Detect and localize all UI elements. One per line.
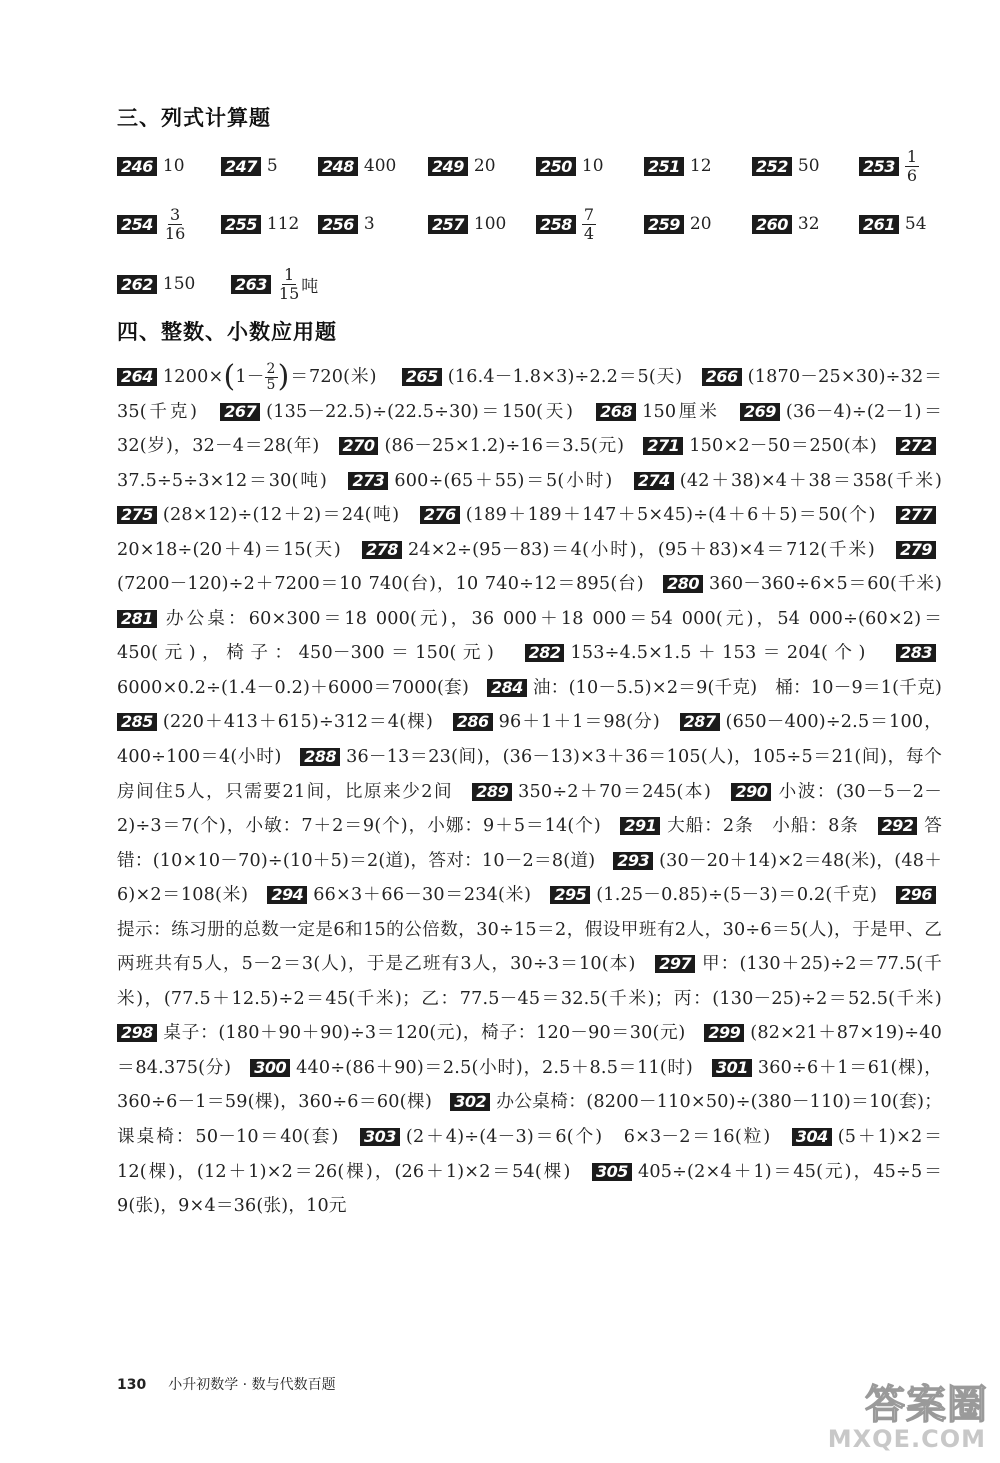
fraction-numerator: 1: [906, 146, 918, 166]
fraction-denominator: 4: [583, 223, 595, 243]
problem-number: 277: [896, 506, 936, 524]
right-paren: ): [277, 359, 290, 394]
answer-text: (5＋1)×2＝12(棵)，(12＋1)×2＝26(棵)，(26＋1)×2＝54(棵): [117, 1127, 943, 1182]
problem-number: 282: [525, 644, 565, 662]
answer-text: (30－20＋14)×2＝48(米)，(48＋6)×2＝108(米): [117, 850, 942, 906]
problem-number: 274: [634, 472, 674, 490]
answer-text: 66×3＋66－30＝234(米): [313, 885, 532, 906]
answer-text: 350÷2＋70＝245(本): [518, 781, 712, 802]
fraction: [277, 266, 301, 303]
problem-number: 275: [117, 506, 157, 524]
answer-text: 360÷6＋1＝61(棵)，360÷6－1＝59(棵)，360÷6＝60(棵): [117, 1057, 942, 1113]
fraction: [582, 206, 596, 243]
fraction: [163, 206, 187, 243]
problem-number: 303: [360, 1128, 400, 1146]
problem-number: 252: [752, 157, 792, 176]
problem-number: 265: [402, 368, 442, 386]
answer-value: 54: [904, 214, 927, 234]
answer-264-part1: 1200×: [162, 367, 224, 387]
answer-value: 10: [162, 156, 185, 176]
problem-number: 294: [267, 886, 307, 904]
answer-value: 20: [689, 214, 712, 234]
answer-text: 小波：(30－5－2－2)÷3＝7(个)，小敏：7＋2＝9(个)，小娜：9＋5＝14(个): [117, 781, 942, 837]
answer-item: [318, 204, 375, 244]
watermark-logo: 答案圈: [865, 1382, 988, 1428]
answer-text: 440÷(86＋90)＝2.5(小时)，2.5＋8.5＝11(时): [296, 1057, 693, 1078]
answer-value: 5: [266, 156, 278, 176]
answer-264-part3: ＝720(米): [289, 367, 377, 387]
answer-text: 150厘米: [642, 401, 720, 422]
answer-text: (7200－120)÷2＋7200＝10 740(台)，10 740÷12＝895(台): [117, 574, 644, 595]
answer-row: [117, 204, 939, 244]
problem-number: 292: [878, 817, 918, 835]
problem-number: 269: [740, 403, 780, 421]
problem-number: 300: [250, 1059, 290, 1077]
answer-item: [536, 146, 604, 186]
answer-item: [644, 204, 712, 244]
problem-number: 278: [362, 541, 402, 559]
answer-text: 150×2－50＝250(本): [689, 436, 877, 457]
problem-number: 264: [117, 368, 157, 386]
word-problem-answer: [248, 885, 531, 905]
word-problem-answer: [341, 540, 875, 560]
problem-number: 286: [453, 713, 493, 731]
answer-item: [644, 146, 712, 186]
problem-number: 296: [896, 886, 936, 904]
problem-number: 253: [859, 157, 899, 176]
page-number: 130: [117, 1377, 147, 1393]
answer-text: 360－360÷6×5＝60(千米): [709, 574, 943, 595]
answer-item: [117, 204, 187, 244]
fraction-numerator: 7: [583, 204, 595, 224]
word-problem-answer: [469, 678, 942, 698]
answer-text: 办公桌：60×300＝18 000(元)，36 000＋18 000＝54 000(元)，54 000÷(60×2)＝450(元)，椅子：450－300＝150(元): [117, 608, 942, 664]
answer-text: 600÷(65＋55)＝5(小时): [394, 470, 613, 491]
problem-number: 254: [117, 215, 157, 234]
problem-number: 247: [221, 157, 261, 176]
answer-value: 12: [689, 156, 712, 176]
word-problem-answer: [624, 436, 877, 456]
answer-text: 24×2÷(95－83)＝4(小时)，(95＋83)×4＝712(千米): [408, 539, 875, 560]
problem-number: 271: [643, 437, 683, 455]
problem-number: 276: [420, 506, 460, 524]
answer-value: 50: [797, 156, 820, 176]
problem-number: 279: [896, 541, 936, 559]
problem-number: 299: [704, 1024, 744, 1042]
word-problem-answer: [612, 471, 942, 491]
word-problem-answer: [383, 367, 682, 387]
answer-item: [536, 204, 596, 244]
answer-264-part2: 1－: [235, 367, 265, 387]
left-paren: (: [223, 359, 236, 394]
problem-number: 263: [231, 275, 271, 294]
book-title: 小升初数学 · 数与代数百题: [168, 1377, 336, 1393]
answer-text: 36－13＝23(间)，(36－13)×3＋36＝105(人)，105÷5＝21(间)，每个房间住5人，只需要21间，比原来少2间: [117, 747, 942, 802]
section-title-calculation: 三、列式计算题: [117, 106, 271, 130]
problem-number: 304: [792, 1128, 832, 1146]
answer-item: [318, 146, 396, 186]
problem-number: 260: [752, 215, 792, 234]
problem-number: 259: [644, 215, 684, 234]
answer-item: [221, 204, 299, 244]
page-footer: [117, 1374, 336, 1394]
answer-value: 3: [363, 214, 375, 234]
answer-text: (1870－25×30)÷32＝35(千克): [117, 367, 942, 422]
problem-number: 257: [428, 215, 468, 234]
problem-number: 262: [117, 275, 157, 294]
answer-text: 大船：2条 小船：8条: [666, 816, 859, 837]
problem-number: 285: [117, 713, 157, 731]
word-problem-answer: [453, 782, 711, 802]
problem-number: 255: [221, 215, 261, 234]
watermark-url: MXQE.COM: [827, 1425, 986, 1453]
answer-text: (28×12)÷(12＋2)＝24(吨): [162, 505, 400, 526]
answer-row: [117, 146, 939, 186]
word-problem-answer: [231, 1058, 693, 1078]
problem-number: 302: [450, 1093, 490, 1111]
problem-number: 298: [117, 1024, 157, 1042]
word-problem-answers: [117, 360, 942, 1224]
problem-number: 293: [613, 852, 653, 870]
answer-row: [117, 264, 939, 304]
answer-value: 112: [266, 214, 300, 234]
problem-number: 272: [896, 437, 936, 455]
word-problem-answer: [197, 402, 573, 422]
problem-number: 248: [318, 157, 358, 176]
answer-text: (86－25×1.2)÷16＝3.5(元): [384, 436, 625, 457]
answer-value: 150: [162, 274, 196, 294]
word-problem-answer: [319, 436, 624, 456]
problem-number: 250: [536, 157, 576, 176]
problem-number: 297: [655, 955, 695, 973]
problem-number: 258: [536, 215, 576, 234]
fraction: [265, 362, 278, 393]
answer-value: 100: [473, 214, 507, 234]
answer-text: (220＋413＋615)÷312＝4(棵): [162, 712, 434, 733]
problem-number: 295: [550, 886, 590, 904]
problem-number: 249: [428, 157, 468, 176]
problem-number: 261: [859, 215, 899, 234]
answer-item: [117, 146, 185, 186]
answer-item: [752, 146, 820, 186]
problem-number: 289: [472, 783, 512, 801]
word-problem-answer: [339, 1127, 771, 1147]
answer-text: 甲：(130＋25)÷2＝77.5(千米)，(77.5＋12.5)÷2＝45(千米)；乙：77.5－45＝32.5(千米)；丙：(130－25)÷2＝52.5(千米): [117, 954, 943, 1009]
answer-text: 153÷4.5×1.5＋153＝204(个): [570, 643, 866, 664]
section-title-word-problems: 四、整数、小数应用题: [117, 320, 337, 344]
word-problem-answer: [327, 471, 612, 491]
answer-text: (42＋38)×4＋38＝358(千米): [679, 470, 943, 491]
problem-number: 256: [318, 215, 358, 234]
answer-unit: 吨: [301, 276, 319, 297]
answer-item: [231, 264, 318, 304]
problem-number: 290: [731, 783, 771, 801]
problem-number: 287: [680, 713, 720, 731]
answer-text: 6000×0.2÷(1.4－0.2)＋6000＝7000(套): [117, 677, 470, 698]
answer-value: 20: [473, 156, 496, 176]
answer-text: 提示：练习册的总数一定是6和15的公倍数，30÷15＝2，假设甲班有2人，30÷6＝5(人)，于是甲、乙两班共有5人，5－2＝3(人)，于是乙班有3人，30÷3＝10(本): [117, 919, 942, 975]
problem-number: 273: [348, 472, 388, 490]
answer-text: 油：(10－5.5)×2＝9(千克) 桶：10－9＝1(千克): [532, 677, 943, 698]
problem-number: 246: [117, 157, 157, 176]
answer-text: (36－4)÷(2－1)＝32(岁)，32－4＝28(年): [117, 401, 943, 457]
answer-value: 400: [363, 156, 397, 176]
word-problem-answer: [644, 574, 942, 594]
answer-text: (189＋189＋147＋5×45)÷(4＋6＋5)＝50(个): [465, 505, 876, 526]
problem-number: 281: [117, 610, 157, 628]
problem-number: 270: [339, 437, 379, 455]
answer-value: 10: [581, 156, 604, 176]
word-problem-answer: [399, 505, 875, 525]
fraction-numerator: 3: [169, 204, 181, 224]
problem-number: 251: [644, 157, 684, 176]
fraction-denominator: 15: [278, 283, 300, 303]
answer-text: 办公桌椅：(8200－110×50)÷(380－110)＝10(套)；课桌椅：50－10＝40(套): [117, 1092, 943, 1148]
answer-text: (16.4－1.8×3)÷2.2＝5(天): [447, 367, 683, 387]
fraction-denominator: 16: [164, 223, 186, 243]
answer-text: 答错：(10×10－70)÷(10＋5)＝2(道)，答对：10－2＝8(道): [117, 816, 943, 871]
word-problem-answer: [531, 885, 877, 905]
answer-text: 桌子：(180＋90＋90)÷3＝120(元)，椅子：120－90＝30(元): [162, 1023, 686, 1044]
word-problem-answer: [433, 712, 660, 732]
problem-number: 283: [896, 644, 936, 662]
problem-number: 284: [487, 679, 527, 697]
fraction-denominator: 6: [906, 165, 918, 185]
problem-number: 291: [620, 817, 660, 835]
answer-text: 37.5÷5÷3×12＝30(吨): [117, 470, 328, 491]
answer-text: (2＋4)÷(4－3)＝6(个) 6×3－2＝16(粒): [405, 1127, 771, 1148]
answer-item: [428, 204, 506, 244]
word-problem-answer: [601, 816, 859, 836]
problem-number: 305: [592, 1163, 632, 1181]
answer-item: [117, 264, 195, 304]
problem-number: 288: [300, 748, 340, 766]
answer-text: 96＋1＋1＝98(分): [498, 712, 660, 733]
word-problem-answer: [494, 643, 866, 663]
watermark: [798, 1373, 988, 1453]
problem-number: 301: [712, 1059, 752, 1077]
word-problem-answer: [573, 402, 719, 422]
problem-number: 266: [702, 368, 742, 386]
answer-text: 20×18÷(20＋4)＝15(天): [117, 539, 341, 560]
answer-text: (82×21＋87×19)÷40＝84.375(分): [117, 1023, 943, 1078]
problem-number: 280: [663, 575, 703, 593]
problem-number: 268: [596, 403, 636, 421]
fraction-numerator: 2: [266, 360, 276, 377]
answer-text: (1.25－0.85)÷(5－3)＝0.2(千克): [596, 885, 878, 906]
answer-text: (135－22.5)÷(22.5÷30)＝150(天): [266, 401, 574, 422]
answer-item: [859, 204, 927, 244]
fraction-denominator: 5: [266, 376, 276, 393]
fraction: [905, 148, 919, 185]
answer-item: [428, 146, 496, 186]
answer-text: 405÷(2×4＋1)＝45(元)，45÷5＝9(张)，9×4＝36(张)，10元: [117, 1161, 942, 1217]
fraction-numerator: 1: [283, 264, 295, 284]
answer-item: [859, 146, 919, 186]
problem-number: 267: [220, 403, 260, 421]
answer-item: [752, 204, 820, 244]
answer-item: [221, 146, 278, 186]
answer-text: (650－400)÷2.5＝100，400÷100＝4(小时): [117, 712, 942, 768]
answer-value: 32: [797, 214, 820, 234]
